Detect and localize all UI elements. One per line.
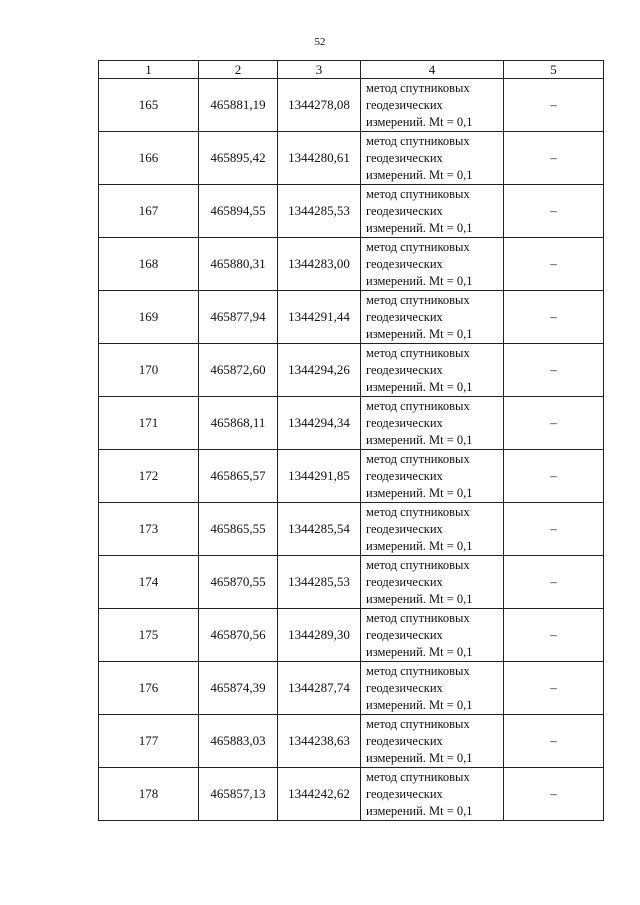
method-cell — [361, 609, 504, 662]
method-text-line: измерений. Mt = 0,1 — [366, 114, 473, 129]
x-coordinate-cell: 465870,55 — [199, 556, 278, 609]
point-number-cell: 170 — [99, 344, 199, 397]
method-text-line: метод спутниковых — [366, 557, 470, 572]
method-cell — [361, 715, 504, 768]
method-text-line: метод спутниковых — [366, 186, 470, 201]
method-text-line: измерений. Mt = 0,1 — [366, 750, 473, 765]
table-row — [99, 344, 604, 397]
column-header-1: 1 — [99, 61, 199, 79]
method-cell — [361, 397, 504, 450]
x-coordinate-cell: 465895,42 — [199, 132, 278, 185]
column-header-4: 4 — [361, 61, 504, 79]
y-coordinate-cell: 1344280,61 — [278, 132, 361, 185]
method-text-line: измерений. Mt = 0,1 — [366, 326, 473, 341]
x-coordinate-cell: 465877,94 — [199, 291, 278, 344]
method-text-line: геодезических — [366, 415, 443, 430]
method-text-line: геодезических — [366, 97, 443, 112]
method-text-line: геодезических — [366, 733, 443, 748]
method-text-line: метод спутниковых — [366, 504, 470, 519]
y-coordinate-cell: 1344238,63 — [278, 715, 361, 768]
method-text-line: измерений. Mt = 0,1 — [366, 220, 473, 235]
table-body — [99, 79, 604, 821]
y-coordinate-cell: 1344242,62 — [278, 768, 361, 821]
table-row — [99, 715, 604, 768]
table-row — [99, 556, 604, 609]
method-text-line: метод спутниковых — [366, 451, 470, 466]
method-text-line: метод спутниковых — [366, 292, 470, 307]
method-text-line: геодезических — [366, 150, 443, 165]
method-text-line: геодезических — [366, 468, 443, 483]
point-number-cell: 176 — [99, 662, 199, 715]
method-text-line: метод спутниковых — [366, 398, 470, 413]
table-row — [99, 768, 604, 821]
y-coordinate-cell: 1344283,00 — [278, 238, 361, 291]
method-text-line: измерений. Mt = 0,1 — [366, 644, 473, 659]
method-text-line: измерений. Mt = 0,1 — [366, 273, 473, 288]
method-text-line: измерений. Mt = 0,1 — [366, 803, 473, 818]
note-cell: – — [504, 79, 604, 132]
table-header-row — [99, 61, 604, 79]
method-text-line: измерений. Mt = 0,1 — [366, 432, 473, 447]
method-text-line: геодезических — [366, 256, 443, 271]
note-cell: – — [504, 450, 604, 503]
method-text-line: измерений. Mt = 0,1 — [366, 485, 473, 500]
column-header-5: 5 — [504, 61, 604, 79]
method-text-line: измерений. Mt = 0,1 — [366, 167, 473, 182]
table-row — [99, 291, 604, 344]
method-cell — [361, 79, 504, 132]
note-cell: – — [504, 715, 604, 768]
method-text-line: измерений. Mt = 0,1 — [366, 538, 473, 553]
method-text-line: геодезических — [366, 203, 443, 218]
x-coordinate-cell: 465865,57 — [199, 450, 278, 503]
y-coordinate-cell: 1344289,30 — [278, 609, 361, 662]
method-cell — [361, 450, 504, 503]
method-cell — [361, 662, 504, 715]
y-coordinate-cell: 1344278,08 — [278, 79, 361, 132]
x-coordinate-cell: 465894,55 — [199, 185, 278, 238]
y-coordinate-cell: 1344285,53 — [278, 185, 361, 238]
point-number-cell: 167 — [99, 185, 199, 238]
point-number-cell: 172 — [99, 450, 199, 503]
method-text-line: геодезических — [366, 309, 443, 324]
method-cell — [361, 185, 504, 238]
table-row — [99, 503, 604, 556]
method-text-line: геодезических — [366, 786, 443, 801]
method-text-line: метод спутниковых — [366, 239, 470, 254]
table-row — [99, 238, 604, 291]
page-number: 52 — [314, 36, 326, 48]
y-coordinate-cell: 1344294,34 — [278, 397, 361, 450]
y-coordinate-cell: 1344285,54 — [278, 503, 361, 556]
method-cell — [361, 132, 504, 185]
point-number-cell: 177 — [99, 715, 199, 768]
y-coordinate-cell: 1344294,26 — [278, 344, 361, 397]
method-cell — [361, 291, 504, 344]
note-cell: – — [504, 291, 604, 344]
x-coordinate-cell: 465880,31 — [199, 238, 278, 291]
method-text-line: метод спутниковых — [366, 769, 470, 784]
x-coordinate-cell: 465883,03 — [199, 715, 278, 768]
note-cell: – — [504, 556, 604, 609]
method-cell — [361, 556, 504, 609]
table-row — [99, 450, 604, 503]
point-number-cell: 171 — [99, 397, 199, 450]
note-cell: – — [504, 609, 604, 662]
table-row — [99, 132, 604, 185]
point-number-cell: 168 — [99, 238, 199, 291]
table-row — [99, 397, 604, 450]
note-cell: – — [504, 397, 604, 450]
point-number-cell: 165 — [99, 79, 199, 132]
table-row — [99, 185, 604, 238]
method-text-line: метод спутниковых — [366, 663, 470, 678]
method-text-line: метод спутниковых — [366, 80, 470, 95]
method-cell — [361, 768, 504, 821]
note-cell: – — [504, 185, 604, 238]
x-coordinate-cell: 465881,19 — [199, 79, 278, 132]
point-number-cell: 166 — [99, 132, 199, 185]
method-text-line: метод спутниковых — [366, 345, 470, 360]
method-text-line: измерений. Mt = 0,1 — [366, 379, 473, 394]
method-text-line: геодезических — [366, 521, 443, 536]
method-cell — [361, 503, 504, 556]
y-coordinate-cell: 1344285,53 — [278, 556, 361, 609]
table-row — [99, 662, 604, 715]
point-number-cell: 174 — [99, 556, 199, 609]
x-coordinate-cell: 465857,13 — [199, 768, 278, 821]
method-text-line: геодезических — [366, 574, 443, 589]
note-cell: – — [504, 662, 604, 715]
note-cell: – — [504, 344, 604, 397]
method-text-line: измерений. Mt = 0,1 — [366, 591, 473, 606]
note-cell: – — [504, 503, 604, 556]
note-cell: – — [504, 238, 604, 291]
x-coordinate-cell: 465872,60 — [199, 344, 278, 397]
method-cell — [361, 238, 504, 291]
x-coordinate-cell: 465868,11 — [199, 397, 278, 450]
note-cell: – — [504, 132, 604, 185]
method-text-line: метод спутниковых — [366, 610, 470, 625]
x-coordinate-cell: 465865,55 — [199, 503, 278, 556]
point-number-cell: 175 — [99, 609, 199, 662]
point-number-cell: 169 — [99, 291, 199, 344]
method-text-line: метод спутниковых — [366, 133, 470, 148]
column-header-3: 3 — [278, 61, 361, 79]
x-coordinate-cell: 465870,56 — [199, 609, 278, 662]
x-coordinate-cell: 465874,39 — [199, 662, 278, 715]
point-number-cell: 173 — [99, 503, 199, 556]
table-row — [99, 609, 604, 662]
method-text-line: геодезических — [366, 680, 443, 695]
y-coordinate-cell: 1344287,74 — [278, 662, 361, 715]
y-coordinate-cell: 1344291,85 — [278, 450, 361, 503]
method-text-line: геодезических — [366, 627, 443, 642]
note-cell: – — [504, 768, 604, 821]
method-text-line: метод спутниковых — [366, 716, 470, 731]
method-cell — [361, 344, 504, 397]
method-text-line: измерений. Mt = 0,1 — [366, 697, 473, 712]
method-text-line: геодезических — [366, 362, 443, 377]
coordinates-table — [98, 60, 604, 821]
y-coordinate-cell: 1344291,44 — [278, 291, 361, 344]
point-number-cell: 178 — [99, 768, 199, 821]
table-row — [99, 79, 604, 132]
column-header-2: 2 — [199, 61, 278, 79]
